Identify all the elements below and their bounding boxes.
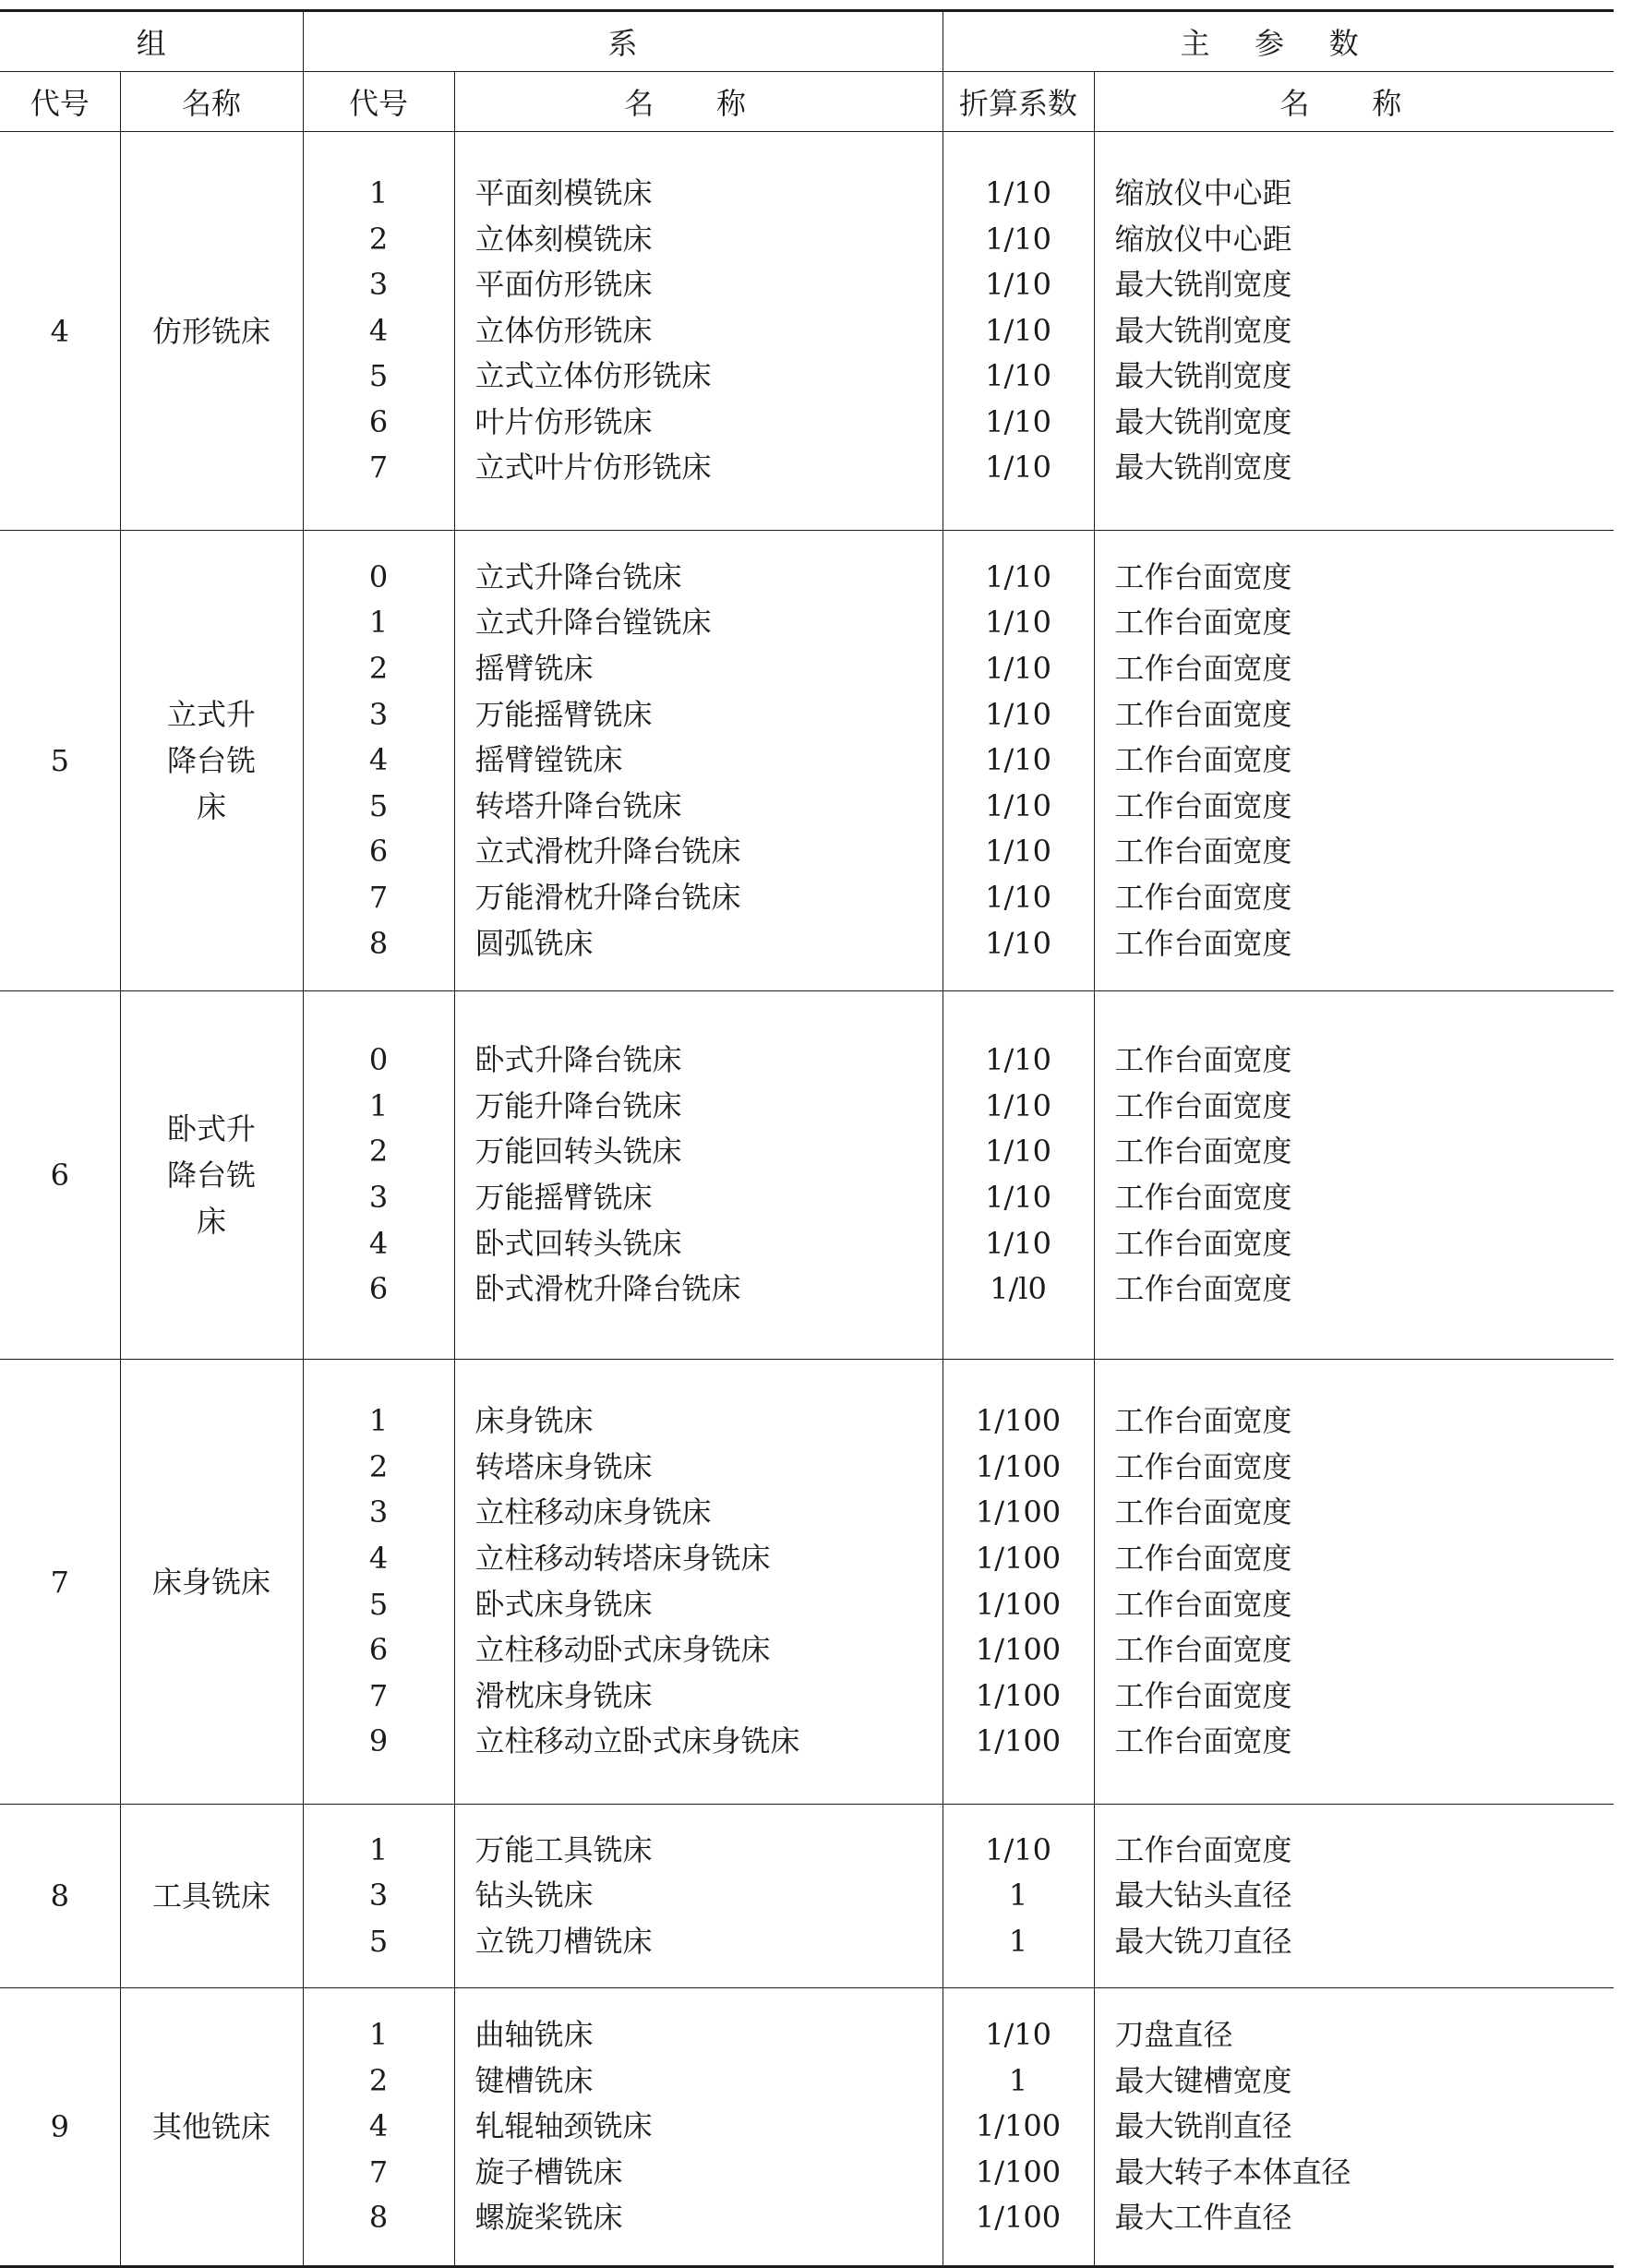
param-name: 工作台面宽度 — [1114, 1134, 1292, 1170]
group-code: 8 — [0, 1805, 120, 1988]
series-code-list — [304, 1398, 454, 1765]
param-name: 工作台面宽度 — [1114, 1494, 1292, 1530]
param-name: 最大铣削宽度 — [1114, 312, 1292, 348]
header-param-name: 名 称 — [1094, 72, 1614, 132]
coefficient: 1/100 — [975, 1403, 1062, 1439]
param-name: 最大工件直径 — [1114, 2200, 1292, 2236]
series-name: 卧式升降台铣床 — [474, 1042, 682, 1078]
param-name: 工作台面宽度 — [1114, 1448, 1292, 1484]
coefficient-cell — [943, 531, 1094, 991]
param-name-cell — [1094, 1805, 1614, 1988]
param-name: 最大铣削宽度 — [1114, 403, 1292, 439]
series-code-cell — [303, 1805, 454, 1988]
coefficient: 1/l0 — [990, 1271, 1047, 1307]
series-code: 5 — [368, 1923, 389, 1959]
series-code: 2 — [368, 2062, 389, 2098]
series-code: 1 — [368, 605, 389, 641]
series-name: 旋子槽铣床 — [474, 2154, 623, 2190]
series-code: 6 — [368, 834, 389, 870]
group-row — [0, 1805, 1614, 1988]
series-name-list — [455, 1038, 943, 1313]
series-name: 立柱移动立卧式床身铣床 — [474, 1723, 800, 1759]
series-name: 床身铣床 — [474, 1403, 594, 1439]
series-code: 1 — [368, 2017, 389, 2053]
param-name: 工作台面宽度 — [1114, 1271, 1292, 1307]
param-name-cell — [1094, 531, 1614, 991]
coefficient: 1/10 — [985, 1087, 1051, 1123]
param-name: 最大钻头直径 — [1114, 1878, 1292, 1914]
group-name-text: 立式升降台铣床 — [166, 697, 256, 824]
group-code: 9 — [0, 1988, 120, 2267]
coefficient: 1/10 — [985, 1134, 1051, 1170]
param-name: 最大键槽宽度 — [1114, 2062, 1292, 2098]
coefficient-list — [943, 2012, 1094, 2241]
param-name-cell — [1094, 1360, 1614, 1805]
series-name: 立式升降台镗铣床 — [474, 605, 712, 641]
param-name: 工作台面宽度 — [1114, 1403, 1292, 1439]
series-code: 5 — [368, 358, 389, 394]
series-name: 曲轴铣床 — [474, 2017, 594, 2053]
coefficient: 1/10 — [985, 925, 1051, 961]
param-name: 工作台面宽度 — [1114, 651, 1292, 687]
group-name — [120, 1988, 303, 2267]
coefficient: 1/10 — [985, 879, 1051, 915]
coefficient: 1/100 — [975, 2200, 1062, 2236]
param-name: 工作台面宽度 — [1114, 558, 1292, 594]
coefficient: 1/10 — [985, 221, 1051, 257]
series-code: 4 — [368, 1225, 389, 1261]
series-name: 万能工具铣床 — [474, 1831, 653, 1867]
series-code: 6 — [368, 1632, 389, 1668]
series-code-list — [304, 1038, 454, 1313]
series-name: 万能升降台铣床 — [474, 1087, 682, 1123]
coefficient: 1/10 — [985, 651, 1051, 687]
group-code: 4 — [0, 132, 120, 531]
series-code: 0 — [368, 558, 389, 594]
coefficient: 1/10 — [985, 1831, 1051, 1867]
group-row — [0, 991, 1614, 1360]
coefficient: 1/10 — [985, 696, 1051, 732]
series-code: 2 — [368, 221, 389, 257]
series-code-list — [304, 1828, 454, 1965]
group-name — [120, 991, 303, 1360]
group-code: 5 — [0, 531, 120, 991]
group-row — [0, 1360, 1614, 1805]
series-name: 平面刻模铣床 — [474, 174, 653, 210]
coefficient: 1/10 — [985, 605, 1051, 641]
series-name-cell — [454, 1360, 943, 1805]
coefficient: 1/10 — [985, 358, 1051, 394]
header-coefficient: 折算系数 — [943, 72, 1094, 132]
series-code-cell — [303, 991, 454, 1360]
series-name-cell — [454, 1805, 943, 1988]
group-name — [120, 1805, 303, 1988]
group-name — [120, 132, 303, 531]
coefficient: 1 — [1008, 1923, 1028, 1959]
series-code: 7 — [368, 1677, 389, 1713]
series-name: 立柱移动转塔床身铣床 — [474, 1540, 771, 1576]
coefficient: 1/100 — [975, 1448, 1062, 1484]
series-code: 1 — [368, 1403, 389, 1439]
series-name-list — [455, 555, 943, 966]
param-name-list — [1095, 1398, 1615, 1765]
group-code: 6 — [0, 991, 120, 1360]
series-code: 3 — [368, 267, 389, 303]
series-name: 螺旋桨铣床 — [474, 2200, 623, 2236]
coefficient: 1/100 — [975, 2154, 1062, 2190]
param-name-list — [1095, 1828, 1615, 1965]
coefficient: 1/100 — [975, 1723, 1062, 1759]
series-code: 7 — [368, 879, 389, 915]
series-code: 9 — [368, 1723, 389, 1759]
coefficient: 1/10 — [985, 450, 1051, 486]
series-name: 万能滑枕升降台铣床 — [474, 879, 741, 915]
coefficient: 1/100 — [975, 1540, 1062, 1576]
param-name-list — [1095, 171, 1615, 491]
param-name: 工作台面宽度 — [1114, 1632, 1292, 1668]
param-name-list — [1095, 555, 1615, 966]
series-name: 立式滑枕升降台铣床 — [474, 834, 741, 870]
series-name: 轧辊轴颈铣床 — [474, 2108, 653, 2144]
series-name: 叶片仿形铣床 — [474, 403, 653, 439]
coefficient-list — [943, 555, 1094, 966]
header-group: 组 — [0, 11, 303, 72]
series-name: 立柱移动卧式床身铣床 — [474, 1632, 771, 1668]
coefficient: 1/10 — [985, 1042, 1051, 1078]
coefficient-list — [943, 171, 1094, 491]
series-name-list — [455, 1828, 943, 1965]
coefficient: 1/10 — [985, 1225, 1051, 1261]
series-name: 摇臂镗铣床 — [474, 742, 623, 778]
series-code: 8 — [368, 925, 389, 961]
series-name-list — [455, 2012, 943, 2241]
coefficient: 1/10 — [985, 2017, 1051, 2053]
coefficient: 1/10 — [985, 1180, 1051, 1215]
header-series-code: 代号 — [303, 72, 454, 132]
header-row-sub — [0, 72, 1614, 132]
series-code: 3 — [368, 1494, 389, 1530]
series-code: 5 — [368, 787, 389, 823]
header-main-param: 主 参 数 — [943, 11, 1614, 72]
series-code: 3 — [368, 1878, 389, 1914]
series-name: 立体刻模铣床 — [474, 221, 653, 257]
series-name: 卧式滑枕升降台铣床 — [474, 1271, 741, 1307]
series-name: 转塔床身铣床 — [474, 1448, 653, 1484]
series-code: 2 — [368, 651, 389, 687]
coefficient: 1/100 — [975, 1586, 1062, 1622]
series-code: 4 — [368, 2108, 389, 2144]
series-code-list — [304, 2012, 454, 2241]
series-code: 4 — [368, 742, 389, 778]
group-row — [0, 531, 1614, 991]
series-code: 1 — [368, 1831, 389, 1867]
param-name: 最大铣刀直径 — [1114, 1923, 1292, 1959]
header-series-name: 名 称 — [454, 72, 943, 132]
param-name: 工作台面宽度 — [1114, 696, 1292, 732]
series-name: 圆弧铣床 — [474, 925, 594, 961]
group-name — [120, 531, 303, 991]
series-name: 立铣刀槽铣床 — [474, 1923, 653, 1959]
series-code: 1 — [368, 1087, 389, 1123]
group-row — [0, 1988, 1614, 2267]
coefficient: 1/10 — [985, 742, 1051, 778]
series-code-cell — [303, 1988, 454, 2267]
param-name: 工作台面宽度 — [1114, 879, 1292, 915]
series-name-list — [455, 1398, 943, 1765]
param-name: 最大铣削直径 — [1114, 2108, 1292, 2144]
param-name: 缩放仪中心距 — [1114, 221, 1292, 257]
param-name: 工作台面宽度 — [1114, 787, 1292, 823]
param-name: 工作台面宽度 — [1114, 925, 1292, 961]
param-name: 工作台面宽度 — [1114, 834, 1292, 870]
group-row — [0, 132, 1614, 531]
table-body — [0, 132, 1614, 2267]
series-name: 立式叶片仿形铣床 — [474, 450, 712, 486]
series-name: 转塔升降台铣床 — [474, 787, 682, 823]
coefficient: 1/10 — [985, 174, 1051, 210]
series-name: 立体仿形铣床 — [474, 312, 653, 348]
coefficient: 1/10 — [985, 267, 1051, 303]
coefficient-cell — [943, 991, 1094, 1360]
series-code: 1 — [368, 174, 389, 210]
param-name: 工作台面宽度 — [1114, 1087, 1292, 1123]
param-name: 工作台面宽度 — [1114, 1677, 1292, 1713]
series-code: 3 — [368, 696, 389, 732]
series-code: 7 — [368, 450, 389, 486]
series-code: 4 — [368, 1540, 389, 1576]
series-name-cell — [454, 531, 943, 991]
series-code: 8 — [368, 2200, 389, 2236]
header-group-code: 代号 — [0, 72, 120, 132]
param-name: 工作台面宽度 — [1114, 1225, 1292, 1261]
param-name: 工作台面宽度 — [1114, 1180, 1292, 1215]
group-name-text: 卧式升降台铣床 — [166, 1111, 256, 1239]
series-code: 2 — [368, 1448, 389, 1484]
series-code: 0 — [368, 1042, 389, 1078]
param-name: 工作台面宽度 — [1114, 1586, 1292, 1622]
series-name: 钻头铣床 — [474, 1878, 594, 1914]
header-group-name: 名称 — [120, 72, 303, 132]
coefficient: 1 — [1008, 2062, 1028, 2098]
series-name-cell — [454, 991, 943, 1360]
series-code: 5 — [368, 1586, 389, 1622]
param-name: 最大铣削宽度 — [1114, 450, 1292, 486]
coefficient: 1/10 — [985, 558, 1051, 594]
param-name: 工作台面宽度 — [1114, 605, 1292, 641]
param-name-cell — [1094, 991, 1614, 1360]
series-code-cell — [303, 531, 454, 991]
coefficient-list — [943, 1828, 1094, 1965]
param-name: 缩放仪中心距 — [1114, 174, 1292, 210]
series-code: 6 — [368, 1271, 389, 1307]
coefficient: 1/10 — [985, 403, 1051, 439]
param-name: 工作台面宽度 — [1114, 1540, 1292, 1576]
series-code-cell — [303, 1360, 454, 1805]
param-name: 工作台面宽度 — [1114, 1831, 1292, 1867]
coefficient-cell — [943, 132, 1094, 531]
param-name: 最大转子本体直径 — [1114, 2154, 1351, 2190]
series-name: 万能摇臂铣床 — [474, 1180, 653, 1215]
group-name — [120, 1360, 303, 1805]
series-name: 摇臂铣床 — [474, 651, 594, 687]
series-name: 滑枕床身铣床 — [474, 1677, 653, 1713]
header-series: 系 — [303, 11, 943, 72]
series-name: 万能摇臂铣床 — [474, 696, 653, 732]
series-code: 4 — [368, 312, 389, 348]
coefficient: 1 — [1008, 1878, 1028, 1914]
param-name: 工作台面宽度 — [1114, 742, 1292, 778]
series-name: 立式立体仿形铣床 — [474, 358, 712, 394]
series-name-cell — [454, 132, 943, 531]
coefficient: 1/10 — [985, 312, 1051, 348]
series-name: 卧式床身铣床 — [474, 1586, 653, 1622]
series-name-cell — [454, 1988, 943, 2267]
series-code-list — [304, 171, 454, 491]
coefficient: 1/100 — [975, 2108, 1062, 2144]
param-name: 工作台面宽度 — [1114, 1723, 1292, 1759]
group-code: 7 — [0, 1360, 120, 1805]
series-code-cell — [303, 132, 454, 531]
group-name-text: 床身铣床 — [152, 1564, 271, 1600]
milling-machine-table — [0, 9, 1614, 2268]
coefficient: 1/100 — [975, 1632, 1062, 1668]
param-name: 最大铣削宽度 — [1114, 267, 1292, 303]
coefficient: 1/10 — [985, 834, 1051, 870]
param-name: 刀盘直径 — [1114, 2017, 1233, 2053]
param-name-list — [1095, 1038, 1615, 1313]
series-name: 立柱移动床身铣床 — [474, 1494, 712, 1530]
series-name: 万能回转头铣床 — [474, 1134, 682, 1170]
param-name-list — [1095, 2012, 1615, 2241]
coefficient-list — [943, 1398, 1094, 1765]
series-code: 3 — [368, 1180, 389, 1215]
group-name-text: 其他铣床 — [152, 2109, 271, 2144]
group-name-text: 仿形铣床 — [152, 313, 271, 349]
series-name: 平面仿形铣床 — [474, 267, 653, 303]
series-code: 6 — [368, 403, 389, 439]
series-name: 立式升降台铣床 — [474, 558, 682, 594]
param-name-cell — [1094, 132, 1614, 531]
series-code: 2 — [368, 1134, 389, 1170]
series-name-list — [455, 171, 943, 491]
series-name: 键槽铣床 — [474, 2062, 594, 2098]
coefficient-cell — [943, 1805, 1094, 1988]
group-name-text: 工具铣床 — [152, 1878, 271, 1914]
coefficient: 1/10 — [985, 787, 1051, 823]
header-row-top — [0, 11, 1614, 72]
coefficient-list — [943, 1038, 1094, 1313]
coefficient: 1/100 — [975, 1494, 1062, 1530]
param-name: 最大铣削宽度 — [1114, 358, 1292, 394]
series-name: 卧式回转头铣床 — [474, 1225, 682, 1261]
series-code-list — [304, 555, 454, 966]
param-name-cell — [1094, 1988, 1614, 2267]
series-code: 7 — [368, 2154, 389, 2190]
coefficient: 1/100 — [975, 1677, 1062, 1713]
param-name: 工作台面宽度 — [1114, 1042, 1292, 1078]
coefficient-cell — [943, 1988, 1094, 2267]
coefficient-cell — [943, 1360, 1094, 1805]
